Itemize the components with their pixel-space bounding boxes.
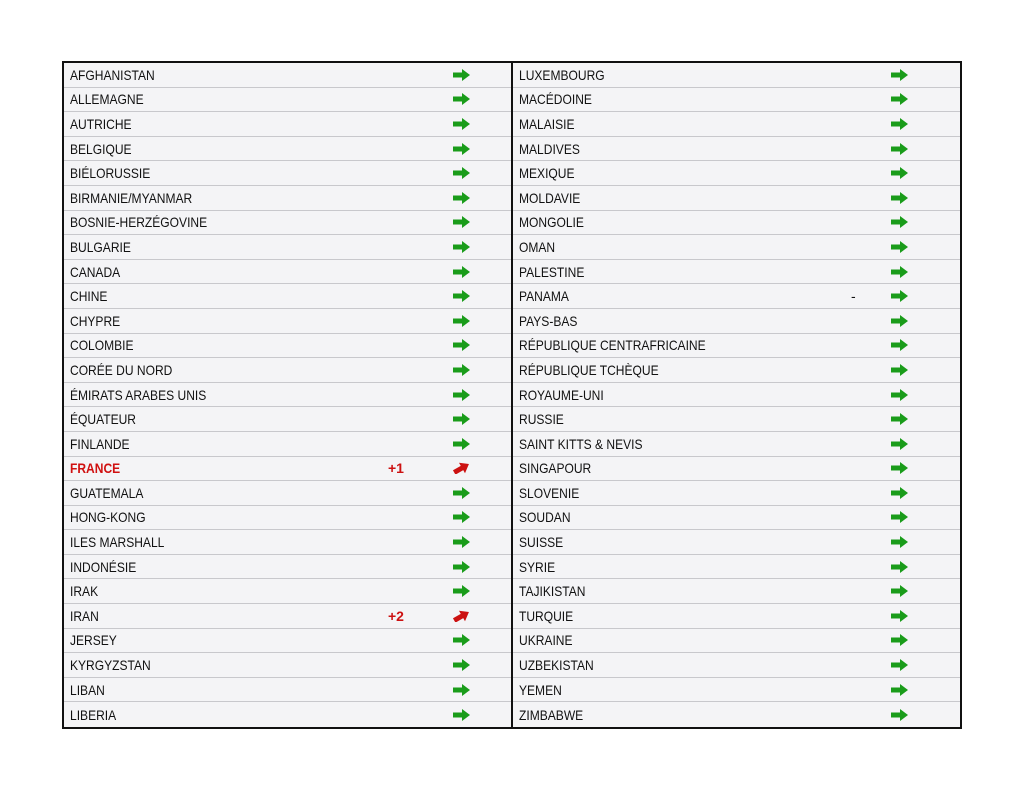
country-name-republique-tcheque: RÉPUBLIQUE TCHÈQUE <box>519 361 659 378</box>
table-row <box>513 579 960 604</box>
country-name-maldives: MALDIVES <box>519 140 580 157</box>
country-name-pays-bas: PAYS-BAS <box>519 312 578 329</box>
trend-stable-arrow-icon <box>453 266 471 278</box>
country-name-birmanie-myanmar: BIRMANIE/MYANMAR <box>70 189 193 206</box>
trend-up-arrow-icon <box>453 462 471 474</box>
table-row <box>64 358 511 383</box>
table-row <box>64 555 511 580</box>
country-name-hong-kong: HONG-KONG <box>70 509 146 526</box>
table-row <box>64 334 511 359</box>
trend-stable-arrow-icon <box>891 561 909 573</box>
country-table <box>62 61 962 729</box>
trend-stable-arrow-icon <box>453 167 471 179</box>
table-row <box>513 211 960 236</box>
table-row <box>513 457 960 482</box>
country-name-liberia: LIBERIA <box>70 706 117 723</box>
right-column <box>511 63 960 727</box>
table-row <box>64 260 511 285</box>
table-row <box>513 63 960 88</box>
country-name-guatemala: GUATEMALA <box>70 484 144 501</box>
country-name-syrie: SYRIE <box>519 558 556 575</box>
trend-stable-arrow-icon <box>891 364 909 376</box>
trend-stable-arrow-icon <box>891 709 909 721</box>
trend-stable-arrow-icon <box>891 389 909 401</box>
table-row <box>513 653 960 678</box>
table-row <box>64 112 511 137</box>
trend-up-arrow-icon <box>453 610 471 622</box>
trend-stable-arrow-icon <box>453 413 471 425</box>
trend-stable-arrow-icon <box>891 585 909 597</box>
trend-stable-arrow-icon <box>453 290 471 302</box>
country-name-coree-du-nord: CORÉE DU NORD <box>70 361 173 378</box>
trend-stable-arrow-icon <box>453 585 471 597</box>
country-name-palestine: PALESTINE <box>519 263 585 280</box>
table-row <box>513 481 960 506</box>
country-name-irak: IRAK <box>70 583 99 600</box>
table-row <box>64 407 511 432</box>
trend-stable-arrow-icon <box>891 413 909 425</box>
table-row <box>513 407 960 432</box>
trend-stable-arrow-icon <box>453 241 471 253</box>
table-row <box>513 334 960 359</box>
table-row <box>513 678 960 703</box>
table-row <box>513 161 960 186</box>
trend-stable-arrow-icon <box>891 487 909 499</box>
country-name-macedoine: MACÉDOINE <box>519 91 592 108</box>
country-name-oman: OMAN <box>519 238 556 255</box>
trend-stable-arrow-icon <box>891 315 909 327</box>
country-name-mongolie: MONGOLIE <box>519 214 584 231</box>
trend-stable-arrow-icon <box>891 290 909 302</box>
table-row <box>64 629 511 654</box>
trend-stable-arrow-icon <box>453 511 471 523</box>
country-name-equateur: ÉQUATEUR <box>70 411 137 428</box>
table-row <box>64 481 511 506</box>
table-row <box>64 88 511 113</box>
trend-stable-arrow-icon <box>891 684 909 696</box>
table-row <box>513 88 960 113</box>
trend-stable-arrow-icon <box>453 389 471 401</box>
trend-stable-arrow-icon <box>891 241 909 253</box>
country-name-ukraine: UKRAINE <box>519 632 573 649</box>
trend-stable-arrow-icon <box>453 709 471 721</box>
table-row <box>64 457 511 482</box>
table-row <box>64 235 511 260</box>
trend-stable-arrow-icon <box>891 634 909 646</box>
trend-stable-arrow-icon <box>891 438 909 450</box>
trend-stable-arrow-icon <box>891 462 909 474</box>
trend-stable-arrow-icon <box>453 192 471 204</box>
country-name-zimbabwe: ZIMBABWE <box>519 706 584 723</box>
country-name-saint-kitts-nevis: SAINT KITTS & NEVIS <box>519 435 643 452</box>
trend-stable-arrow-icon <box>453 684 471 696</box>
country-name-singapour: SINGAPOUR <box>519 460 592 477</box>
country-name-turquie: TURQUIE <box>519 607 574 624</box>
trend-stable-arrow-icon <box>891 192 909 204</box>
table-row <box>513 186 960 211</box>
trend-stable-arrow-icon <box>453 487 471 499</box>
table-row <box>64 186 511 211</box>
country-name-bosnie-herzegovine: BOSNIE-HERZÉGOVINE <box>70 214 208 231</box>
trend-stable-arrow-icon <box>453 438 471 450</box>
table-row <box>64 506 511 531</box>
trend-stable-arrow-icon <box>891 93 909 105</box>
country-name-iran: IRAN <box>70 607 99 624</box>
trend-stable-arrow-icon <box>453 536 471 548</box>
trend-stable-arrow-icon <box>453 561 471 573</box>
table-row <box>513 137 960 162</box>
trend-stable-arrow-icon <box>453 315 471 327</box>
trend-stable-arrow-icon <box>891 143 909 155</box>
country-name-bulgarie: BULGARIE <box>70 238 131 255</box>
country-name-panama: PANAMA <box>519 288 569 305</box>
table-row <box>513 358 960 383</box>
table-row <box>513 309 960 334</box>
country-name-belgique: BELGIQUE <box>70 140 132 157</box>
country-name-republique-centrafricaine: RÉPUBLIQUE CENTRAFRICAINE <box>519 337 706 354</box>
country-name-suisse: SUISSE <box>519 534 564 551</box>
country-name-france: FRANCE <box>70 460 121 477</box>
country-name-afghanistan: AFGHANISTAN <box>70 66 155 83</box>
rank-change: +1 <box>388 460 404 477</box>
country-name-iles-marshall: ILES MARSHALL <box>70 534 165 551</box>
table-row <box>64 432 511 457</box>
country-name-moldavie: MOLDAVIE <box>519 189 581 206</box>
country-name-allemagne: ALLEMAGNE <box>70 91 144 108</box>
table-row <box>513 112 960 137</box>
table-row <box>64 579 511 604</box>
table-row <box>64 161 511 186</box>
table-row <box>64 309 511 334</box>
trend-stable-arrow-icon <box>891 216 909 228</box>
trend-stable-arrow-icon <box>891 610 909 622</box>
table-row <box>64 284 511 309</box>
table-row <box>64 211 511 236</box>
country-name-finlande: FINLANDE <box>70 435 130 452</box>
country-name-indonesie: INDONÉSIE <box>70 558 137 575</box>
trend-stable-arrow-icon <box>453 339 471 351</box>
country-name-bielorussie: BIÉLORUSSIE <box>70 165 151 182</box>
trend-stable-arrow-icon <box>453 216 471 228</box>
country-name-kyrgyzstan: KYRGYZSTAN <box>70 657 151 674</box>
trend-stable-arrow-icon <box>453 364 471 376</box>
trend-stable-arrow-icon <box>891 659 909 671</box>
trend-stable-arrow-icon <box>891 118 909 130</box>
left-column <box>64 63 511 727</box>
country-name-uzbekistan: UZBEKISTAN <box>519 657 594 674</box>
trend-stable-arrow-icon <box>891 536 909 548</box>
country-name-russie: RUSSIE <box>519 411 564 428</box>
table-row <box>513 604 960 629</box>
table-row <box>64 63 511 88</box>
country-name-yemen: YEMEN <box>519 681 562 698</box>
table-row <box>513 506 960 531</box>
trend-stable-arrow-icon <box>891 69 909 81</box>
table-row <box>64 137 511 162</box>
table-row <box>64 383 511 408</box>
rank-change: +2 <box>388 607 404 624</box>
trend-stable-arrow-icon <box>891 339 909 351</box>
table-row <box>64 530 511 555</box>
table-row <box>513 555 960 580</box>
table-row <box>513 432 960 457</box>
trend-stable-arrow-icon <box>453 69 471 81</box>
table-row <box>64 604 511 629</box>
trend-stable-arrow-icon <box>891 167 909 179</box>
country-name-autriche: AUTRICHE <box>70 115 132 132</box>
table-row <box>513 235 960 260</box>
table-row <box>64 702 511 727</box>
table-row <box>513 702 960 727</box>
table-row <box>513 629 960 654</box>
trend-stable-arrow-icon <box>453 93 471 105</box>
country-name-liban: LIBAN <box>70 681 105 698</box>
country-name-slovenie: SLOVENIE <box>519 484 580 501</box>
table-row <box>513 260 960 285</box>
trend-stable-arrow-icon <box>891 511 909 523</box>
country-name-emirats-arabes-unis: ÉMIRATS ARABES UNIS <box>70 386 207 403</box>
country-name-canada: CANADA <box>70 263 121 280</box>
table-row <box>513 530 960 555</box>
rank-change: - <box>851 288 856 305</box>
country-name-tajikistan: TAJIKISTAN <box>519 583 586 600</box>
table-row <box>64 678 511 703</box>
trend-stable-arrow-icon <box>453 634 471 646</box>
country-name-royaume-uni: ROYAUME-UNI <box>519 386 604 403</box>
country-name-mexique: MEXIQUE <box>519 165 575 182</box>
country-name-chypre: CHYPRE <box>70 312 121 329</box>
country-name-luxembourg: LUXEMBOURG <box>519 66 605 83</box>
country-name-malaisie: MALAISIE <box>519 115 575 132</box>
country-name-colombie: COLOMBIE <box>70 337 134 354</box>
country-name-jersey: JERSEY <box>70 632 117 649</box>
table-row <box>513 284 960 309</box>
trend-stable-arrow-icon <box>453 143 471 155</box>
country-name-chine: CHINE <box>70 288 108 305</box>
trend-stable-arrow-icon <box>891 266 909 278</box>
table-row <box>513 383 960 408</box>
trend-stable-arrow-icon <box>453 659 471 671</box>
table-row <box>64 653 511 678</box>
trend-stable-arrow-icon <box>453 118 471 130</box>
country-name-soudan: SOUDAN <box>519 509 571 526</box>
